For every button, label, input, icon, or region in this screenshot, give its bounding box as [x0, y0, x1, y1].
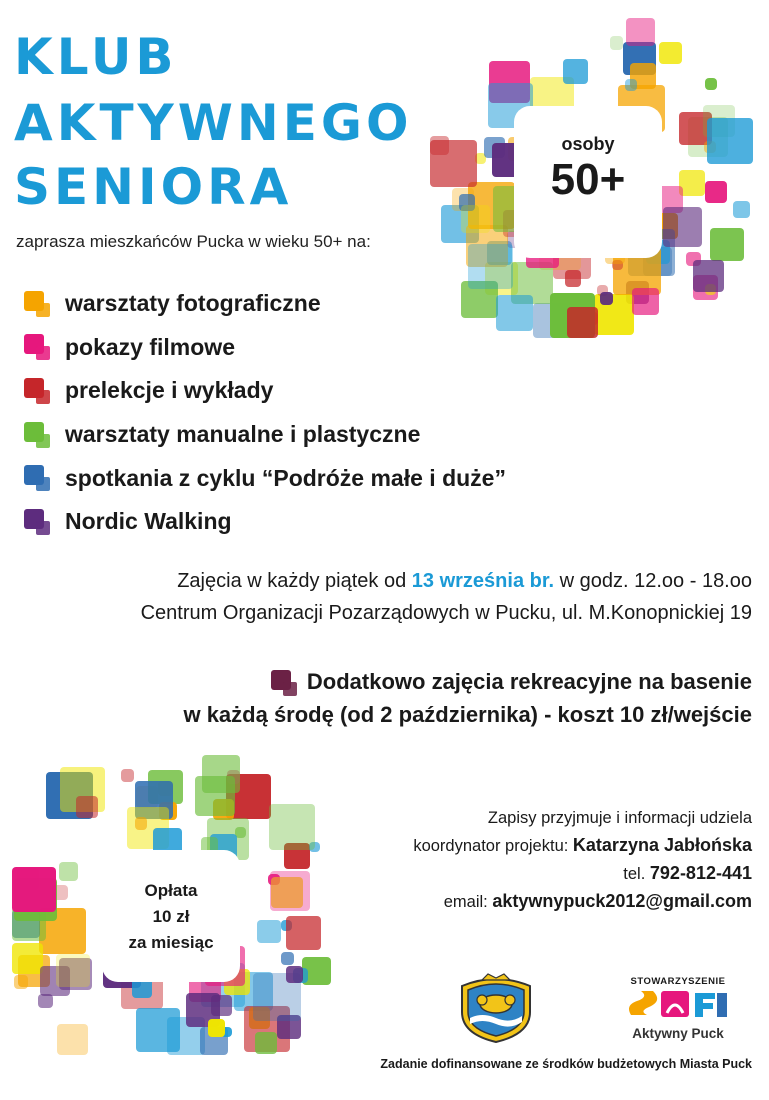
red-square-bullet-icon — [24, 378, 50, 404]
activity-label: Nordic Walking — [65, 508, 232, 535]
email-line — [413, 888, 752, 916]
funding-footer: Zadanie dofinansowane ze środków budżetowych Miasta Puck — [380, 1057, 752, 1071]
decorative-square-icon — [14, 975, 28, 989]
magenta-square-bullet-icon — [24, 334, 50, 360]
list-item — [24, 326, 506, 370]
contact-line-1: Zapisy przyjmuje i informacji udziela — [487, 809, 752, 827]
pool-text-1: Dodatkowo zajęcia rekreacyjne na basenie — [306, 669, 752, 694]
list-item — [24, 369, 506, 413]
association-logo-mark-icon — [623, 987, 733, 1021]
pool-line-1 — [183, 665, 752, 698]
decorative-square-icon — [659, 42, 682, 65]
decorative-square-icon — [281, 952, 294, 965]
decorative-square-icon — [121, 769, 134, 782]
decorative-square-icon — [707, 118, 753, 164]
decorative-square-icon — [710, 228, 743, 261]
decorative-square-icon — [461, 205, 489, 233]
decorative-square-icon — [57, 1024, 88, 1055]
decorative-square-icon — [76, 796, 98, 818]
coordinator-name: Katarzyna Jabłońska — [572, 835, 752, 855]
green-square-bullet-icon — [24, 422, 50, 448]
activity-label: pokazy filmowe — [65, 333, 235, 360]
schedule-prefix: Zajęcia w każdy piątek od — [177, 570, 412, 592]
decorative-square-icon — [255, 1032, 277, 1054]
decorative-square-icon — [567, 307, 598, 338]
email-label: email: — [443, 893, 493, 911]
fee-badge-graphic — [12, 755, 332, 1055]
list-item — [24, 413, 506, 457]
phone-line — [413, 860, 752, 888]
phone-label: tel. — [623, 865, 650, 883]
decorative-square-icon — [12, 867, 56, 911]
decorative-square-icon — [693, 260, 725, 292]
schedule-line — [177, 570, 752, 593]
phone-number: 792-812-441 — [649, 863, 752, 883]
decorative-square-icon — [59, 862, 78, 881]
schedule-location: Centrum Organizacji Pozarządowych w Pucku, ul. M.Konopnickiej 19 — [140, 602, 752, 624]
decorative-square-icon — [136, 1008, 180, 1052]
purple-square-bullet-icon — [24, 509, 50, 535]
coat-of-arms-icon — [452, 972, 540, 1044]
title-line-1: KLUB — [14, 28, 178, 86]
activity-label: prelekcje i wykłady — [65, 377, 274, 404]
decorative-square-icon — [135, 817, 147, 829]
pool-info — [183, 665, 752, 731]
decorative-square-icon — [705, 78, 718, 91]
activity-label: warsztaty manualne i plastyczne — [65, 421, 421, 448]
decorative-square-icon — [430, 140, 477, 187]
age-badge-top-text: osoby — [561, 134, 615, 154]
decorative-square-icon — [733, 201, 750, 218]
coordinator-label: koordynator projektu: — [413, 837, 573, 855]
coordinator-line — [413, 832, 752, 860]
association-logo — [618, 976, 738, 1046]
title-line-2: AKTYWNEGO — [14, 94, 413, 152]
decorative-square-icon — [12, 943, 43, 974]
age-badge-main-text: 50+ — [550, 155, 626, 204]
decorative-square-icon — [56, 954, 90, 988]
email-address[interactable]: aktywnypuck2012@gmail.com — [492, 891, 752, 911]
association-logo-top-text: STOWARZYSZENIE — [630, 976, 726, 987]
maroon-square-bullet-icon — [271, 670, 297, 696]
decorative-square-icon — [269, 804, 315, 850]
association-logo-bottom-text: Aktywny Puck — [632, 1026, 724, 1041]
blue-square-bullet-icon — [24, 465, 50, 491]
schedule-start-date: 13 września br. — [411, 570, 555, 592]
fee-badge-card — [102, 850, 240, 982]
decorative-square-icon — [565, 270, 581, 286]
decorative-square-icon — [705, 181, 727, 203]
decorative-square-icon — [626, 18, 654, 46]
decorative-square-icon — [625, 79, 636, 90]
orange-square-bullet-icon — [24, 291, 50, 317]
decorative-square-icon — [610, 36, 624, 50]
schedule-hours: w godz. 12.oo - 18.oo — [554, 570, 752, 592]
activity-label: spotkania z cyklu “Podróże małe i duże” — [65, 464, 506, 491]
decorative-square-icon — [38, 994, 53, 1009]
decorative-square-icon — [211, 995, 232, 1016]
title-line-3: SENIORA — [14, 158, 293, 216]
decorative-square-icon — [208, 1019, 225, 1036]
activity-label: warsztaty fotograficzne — [65, 290, 321, 317]
age-badge-card — [514, 106, 662, 258]
decorative-square-icon — [600, 292, 613, 305]
subtitle: zaprasza mieszkańców Pucka w wieku 50+ na: — [16, 232, 371, 251]
decorative-square-icon — [663, 207, 702, 246]
decorative-square-icon — [257, 920, 280, 943]
activity-list — [24, 282, 506, 544]
pool-line-2: w każdą środę (od 2 października) - koszt 10 zł/wejście — [183, 702, 752, 727]
fee-badge-line-1: Opłata — [144, 881, 198, 900]
list-item — [24, 282, 506, 326]
decorative-square-icon — [286, 916, 320, 950]
list-item — [24, 500, 506, 544]
decorative-square-icon — [286, 966, 303, 983]
decorative-square-icon — [270, 871, 310, 911]
fee-badge-line-3: za miesiąc — [128, 933, 214, 952]
decorative-square-icon — [632, 288, 659, 315]
decorative-square-icon — [563, 59, 588, 84]
fee-badge-line-2: 10 zł — [152, 907, 190, 926]
list-item — [24, 456, 506, 500]
decorative-square-icon — [195, 776, 235, 816]
contact-block — [413, 805, 752, 916]
